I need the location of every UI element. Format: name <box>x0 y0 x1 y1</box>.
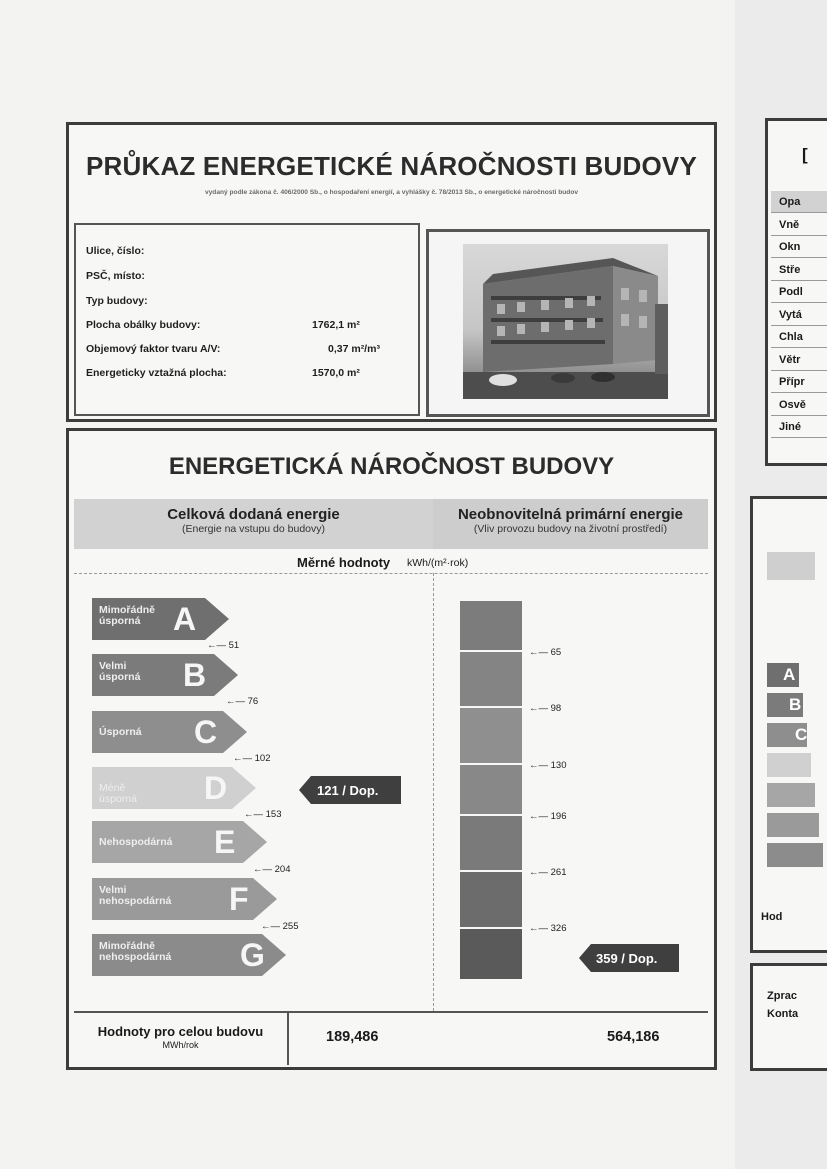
class-d-label1: Méně úsporná <box>99 782 137 805</box>
whole-building-label: Hodnoty pro celou budovu <box>97 1024 264 1039</box>
class-g-letter: G <box>240 937 265 973</box>
class-a-label2: úsporná <box>99 615 141 627</box>
adjacent-scale-band <box>767 783 815 807</box>
primary-energy-threshold: ←— 326 <box>529 923 567 934</box>
primary-energy-header <box>433 499 708 549</box>
adjacent-table-row: Přípr <box>771 371 827 393</box>
whole-building-label-cell <box>74 1013 289 1065</box>
building-details-box <box>74 223 420 416</box>
class-f-label1: Velmi <box>99 884 127 896</box>
class-a-threshold: ←— 51 <box>207 640 240 651</box>
adjacent-table-row: Opa <box>771 191 827 213</box>
envelope-area-value: 1762,1 m² <box>312 319 360 331</box>
adjacent-table-row: Osvě <box>771 394 827 416</box>
class-f-threshold: ←— 255 <box>261 921 299 932</box>
whole-building-unit: MWh/rok <box>162 1040 199 1050</box>
class-e-letter: E <box>214 824 236 860</box>
class-d-letter: D <box>204 770 228 806</box>
class-b-threshold: ←— 76 <box>226 696 259 707</box>
adjacent-table-row: Stře <box>771 259 827 281</box>
delivered-energy-total: 189,486 <box>326 1029 379 1045</box>
primary-energy-total: 564,186 <box>607 1029 660 1045</box>
delivered-energy-title: Celková dodaná energie <box>167 506 340 523</box>
primary-energy-band <box>460 872 522 927</box>
adjacent-table-row: Jiné <box>771 416 827 438</box>
adjacent-table-row: Vně <box>771 214 827 236</box>
street-label: Ulice, číslo: <box>86 245 145 257</box>
shape-factor-label: Objemový faktor tvaru A/V: <box>86 343 221 355</box>
whole-building-values-row <box>74 1011 708 1065</box>
adjacent-zprac-label: Zprac <box>767 990 797 1002</box>
class-d-threshold: ←— 153 <box>244 809 282 820</box>
adjacent-scale-letter: B <box>789 695 802 714</box>
class-f-label2: nehospodárná <box>99 895 172 907</box>
class-g-label1: Mimořádně <box>99 940 156 952</box>
envelope-area-label: Plocha obálky budovy: <box>86 319 201 331</box>
document-subtitle: vydaný podle zákona č. 406/2000 Sb., o hospodaření energií, a vyhlášky č. 78/2013 Sb., o energetické náročnosti budov <box>204 189 579 196</box>
class-b-label1: Velmi <box>99 660 127 672</box>
primary-energy-band <box>460 929 522 979</box>
adjacent-scale-band <box>767 753 811 777</box>
class-e-threshold: ←— 204 <box>253 864 291 875</box>
class-f-letter: F <box>229 881 249 917</box>
primary-energy-threshold: ←— 65 <box>529 647 562 658</box>
adjacent-page-footer-box <box>750 963 827 1071</box>
adjacent-scale-header <box>767 552 815 580</box>
adjacent-table-row: Chla <box>771 326 827 348</box>
delivered-energy-header <box>74 499 434 549</box>
adjacent-table-row: Vytá <box>771 304 827 326</box>
building-info-panel <box>66 122 717 422</box>
primary-energy-band <box>460 765 522 814</box>
primary-energy-band <box>460 816 522 870</box>
energy-performance-panel <box>66 428 717 1070</box>
building-photo-frame <box>426 229 710 417</box>
adjacent-scale-band <box>767 663 799 687</box>
primary-energy-band <box>460 652 522 706</box>
building-type-label: Typ budovy: <box>86 295 148 307</box>
adjacent-scale-band <box>767 693 803 717</box>
adjacent-scale-letter: C <box>795 725 808 744</box>
primary-energy-threshold: ←— 196 <box>529 811 567 822</box>
primary-energy-title: Neobnovitelná primární energie <box>457 506 684 523</box>
document-title: PRŮKAZ ENERGETICKÉ NÁROČNOSTI BUDOVY <box>85 151 697 181</box>
class-b-letter: B <box>183 657 207 693</box>
primary-energy-threshold: ←— 130 <box>529 760 567 771</box>
class-a-label1: Mimořádně <box>99 604 156 616</box>
adjacent-scale-band <box>767 813 819 837</box>
adjacent-page-table <box>765 118 827 466</box>
class-c-letter: C <box>194 714 218 750</box>
adjacent-scale-band <box>767 843 823 867</box>
adjacent-page-scale-box <box>750 496 827 953</box>
delivered-energy-subtitle: (Energie na vstupu do budovy) <box>181 523 325 535</box>
class-a-letter: A <box>173 601 197 637</box>
class-c-threshold: ←— 102 <box>233 753 271 764</box>
primary-energy-marker-label: 359 / Dop. <box>596 951 658 966</box>
adjacent-table-row: Větr <box>771 349 827 371</box>
adjacent-scale-band <box>767 723 807 747</box>
primary-energy-threshold: ←— 98 <box>529 703 562 714</box>
reference-area-label: Energeticky vztažná plocha: <box>86 367 227 379</box>
specific-values-label: Měrné hodnoty <box>297 555 391 570</box>
primary-energy-band <box>460 708 522 763</box>
class-b-label2: úsporná <box>99 671 141 683</box>
primary-energy-subtitle: (Vliv provozu budovy na životní prostředí) <box>473 523 668 535</box>
dashed-column-divider <box>433 573 434 1011</box>
specific-values-unit: kWh/(m²·rok) <box>407 557 469 569</box>
primary-energy-band <box>460 601 522 650</box>
building-photo <box>463 244 668 399</box>
primary-energy-threshold: ←— 261 <box>529 867 567 878</box>
shape-factor-value: 0,37 m²/m³ <box>328 343 380 355</box>
adjacent-table-row: Podl <box>771 281 827 303</box>
adjacent-page-heading: [ <box>802 145 808 164</box>
specific-values-row <box>74 549 708 575</box>
reference-area-value: 1570,0 m² <box>312 367 360 379</box>
adjacent-page <box>735 0 827 1169</box>
dashed-divider <box>74 573 708 574</box>
class-e-label1: Nehospodárná <box>99 836 173 848</box>
class-g-label2: nehospodárná <box>99 951 172 963</box>
psc-label: PSČ, místo: <box>86 270 145 282</box>
class-c-label1: Úsporná <box>99 726 142 738</box>
adjacent-hod-label: Hod <box>761 911 783 923</box>
delivered-energy-marker-label: 121 / Dop. <box>317 783 379 798</box>
adjacent-table-row: Okn <box>771 236 827 258</box>
adjacent-scale-letter: A <box>783 665 796 684</box>
adjacent-konta-label: Konta <box>767 1008 799 1020</box>
energy-performance-title: ENERGETICKÁ NÁROČNOST BUDOVY <box>168 453 615 480</box>
